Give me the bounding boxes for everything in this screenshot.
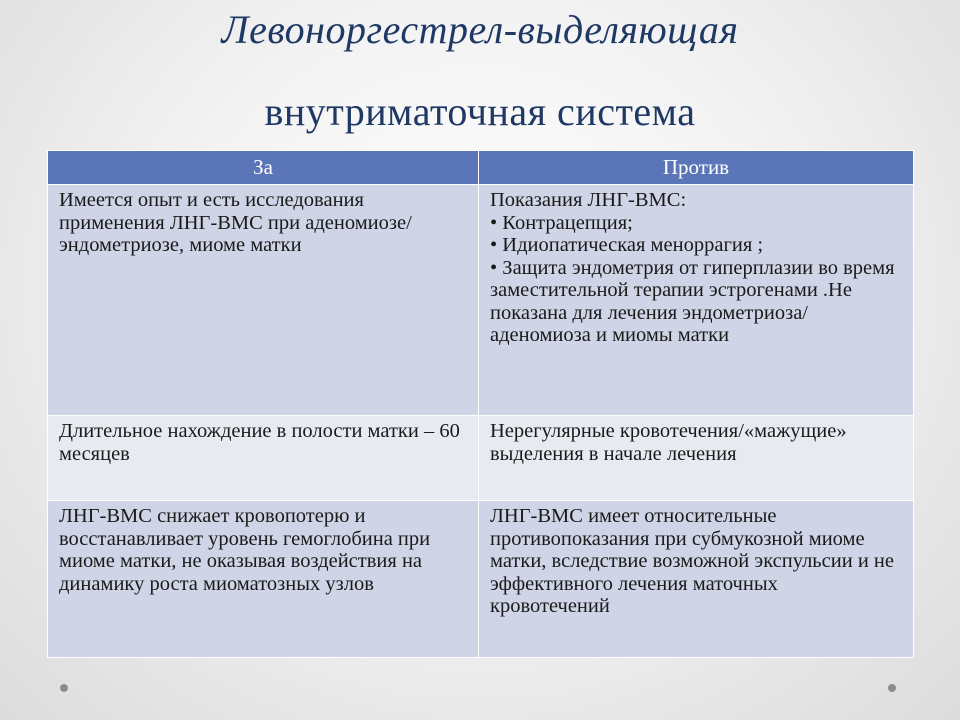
pros-cons-table bbox=[47, 150, 914, 658]
slide-title-line-1: Левоноргестрел-выделяющая bbox=[221, 7, 739, 52]
header-con: Против bbox=[479, 151, 914, 185]
header-pro: За bbox=[48, 151, 479, 185]
indication-bullet: • Контрацепция; bbox=[490, 211, 633, 234]
slide-title-line-2: внутриматочная система bbox=[264, 89, 696, 134]
table-header-row bbox=[48, 151, 914, 185]
indications-heading: Показания ЛНГ-ВМС: bbox=[490, 189, 687, 211]
row-2-con-cell: Нерегулярные кровотечения/«мажущие» выделения в начале лечения bbox=[479, 416, 914, 501]
row-1-con-cell bbox=[479, 185, 914, 416]
not-indicated-text: Не показана для лечения эндометриоза/аденомиоза и миомы матки bbox=[490, 279, 852, 346]
decorative-dot-right bbox=[888, 684, 896, 692]
decorative-dot-left bbox=[60, 684, 68, 692]
indication-bullet: • Идиопатическая меноррагия ; bbox=[490, 234, 764, 256]
row-2-pro-cell: Длительное нахождение в полости матки – 60 месяцев bbox=[48, 416, 479, 501]
row-1-pro-cell: Имеется опыт и есть исследования применения ЛНГ-ВМС при аденомиозе/эндометриозе, миоме матки bbox=[48, 185, 479, 416]
indication-bullet: • Защита эндометрия от гиперплазии во время заместительной терапии эстрогенами . bbox=[490, 256, 895, 301]
table-row bbox=[48, 185, 914, 416]
table-row bbox=[48, 501, 914, 658]
row-3-con-cell: ЛНГ-ВМС имеет относительные противопоказания при субмукозной миоме матки, вследствие возможной экспульсии и не эффективного лечения маточных кровотечений bbox=[479, 501, 914, 658]
table-row bbox=[48, 416, 914, 501]
row-3-pro-cell: ЛНГ-ВМС снижает кровопотерю и восстанавливает уровень гемоглобина при миоме матки, не оказывая воздействия на динамику роста миоматозных узлов bbox=[48, 501, 479, 658]
